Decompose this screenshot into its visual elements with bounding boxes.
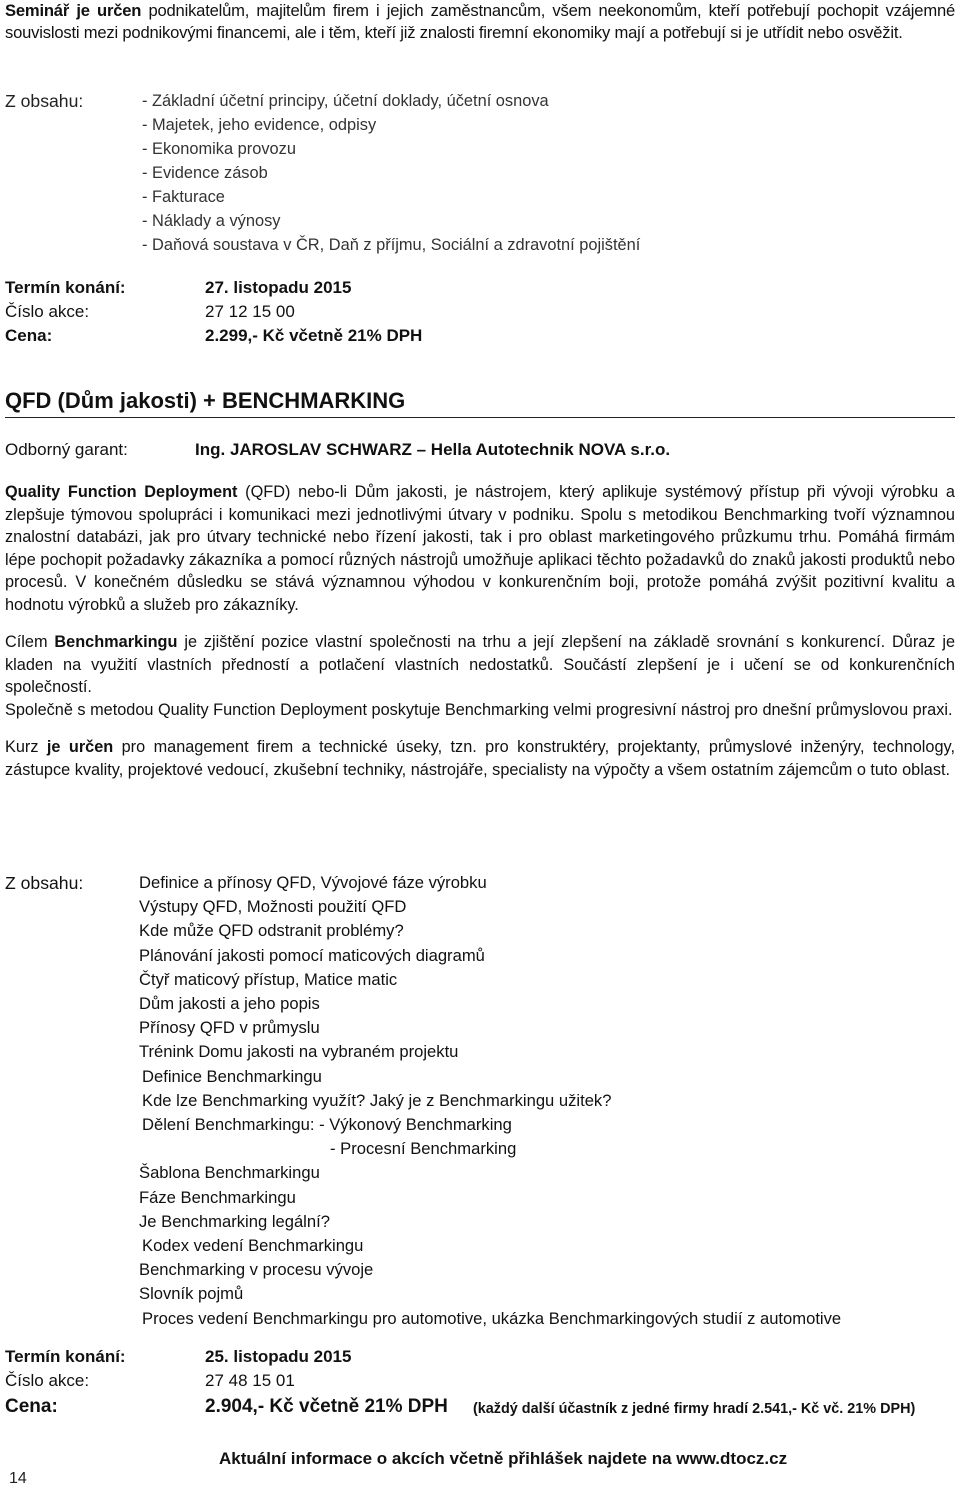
list-item: - Evidence zásob [142,164,268,182]
list-item: Je Benchmarking legální? [139,1211,330,1231]
audience-term: je určen [46,738,114,756]
intro-text: podnikatelům, majitelům firem i jejich zaměstnancům, všem neekonomům, kteří potřebují pochopit vzájemné souvislosti mezi podnikovými financemi, ale i těm, kteří již znalosti firemní ekonomiky mají a potřebují si je utřídit nebo osvěžit. [5,1,956,42]
list-item: - Náklady a výnosy [142,212,281,230]
intro-paragraph [5,0,955,44]
footer-info: Aktuální informace o akcích včetně přihlášek najdete na www.dtocz.cz [219,1449,788,1468]
list-item: Čtyř maticový přístup, Matice matic [139,969,398,989]
list-item: Kodex vedení Benchmarkingu [142,1236,364,1256]
list-item: Kde může QFD odstranit problémy? [139,921,404,941]
paragraph-together: Společně s metodou Quality Function Deployment poskytuje Benchmarking velmi progresivní nástroj pro dnešní průmyslovou praxi. [5,700,953,719]
list-item: Šablona Benchmarkingu [139,1163,320,1183]
action-value: 27 48 15 01 [205,1371,295,1390]
list-item: Dělení Benchmarkingu: - Výkonový Benchmarking [142,1115,512,1135]
price-label: Cena: [5,1396,58,1417]
list-item: Dům jakosti a jeho popis [139,994,320,1014]
list-item: - Majetek, jeho evidence, odpisy [142,116,377,134]
audience-text: pro management firem a technické úseky, tzn. pro konstruktéry, projektanty, průmyslové inženýry, technology, zástupce kvality, projektové vedoucí, zkušební techniky, nástrojáře, specialisty na výpočty a všem ostatním zájemcům o tuto oblast. [5,738,955,779]
price-note: (každý další účastník z jedné firmy hradí 2.541,- Kč vč. 21% DPH) [473,1401,916,1417]
garant-label: Odborný garant: [5,440,128,459]
intro-lead: Seminář je určen [5,1,142,20]
document-page [5,0,955,1491]
page-number: 14 [9,1470,27,1487]
list-item: Proces vedení Benchmarkingu pro automotive, ukázka Benchmarkingových studií z automotive [142,1308,842,1328]
course1-contents-list [142,89,640,257]
bm-text: je zjištění pozice vlastní společnosti na trhu a její zlepšení na základě srovnání s konkurencí. Důraz je kladen na využití vlastních předností a potlačení vlastních nedostatků. Součástí zlepšení je i učení se od konkurenčních společností. [5,633,955,696]
qfd-term: Quality Function Deployment [5,483,238,501]
action-label: Číslo akce: [5,1371,90,1390]
course2-title: QFD (Dům jakosti) + BENCHMARKING [5,386,955,418]
list-item: Přínosy QFD v průmyslu [139,1018,320,1038]
course2-action-row [5,1369,955,1393]
date-label: Termín konání: [5,1347,126,1366]
course2-info [5,1345,955,1421]
audience-start: Kurz [5,738,47,756]
list-item: Plánování jakosti pomocí maticových diagramů [139,945,485,965]
list-item: - Fakturace [142,188,225,206]
list-item: Výstupy QFD, Možnosti použití QFD [139,897,407,917]
bm-term: Benchmarkingu [54,633,178,651]
course2-price-row [5,1393,955,1421]
date-label: Termín konání: [5,278,126,297]
price-label: Cena: [5,326,53,345]
course2-description [5,481,955,781]
date-value: 25. listopadu 2015 [205,1347,352,1366]
list-item: Fáze Benchmarkingu [139,1187,296,1207]
list-item: - Daňová soustava v ČR, Daň z příjmu, Sociální a zdravotní pojištění [142,236,641,254]
list-item: - Procesní Benchmarking [330,1139,517,1159]
action-label: Číslo akce: [5,302,90,321]
list-item: Definice a přínosy QFD, Vývojové fáze výrobku [139,873,487,892]
date-value: 27. listopadu 2015 [205,278,352,297]
course2-date-row [5,1345,955,1369]
list-item: - Základní účetní principy, účetní doklady, účetní osnova [142,92,549,110]
action-value: 27 12 15 00 [205,302,295,321]
paragraph-benchmarking [5,631,955,699]
list-item: Kde lze Benchmarking využít? Jaký je z Benchmarkingu užitek? [142,1090,612,1110]
list-item: Benchmarking v procesu vývoje [139,1260,374,1280]
course1-contents-label: Z obsahu: [5,91,84,111]
qfd-text: (QFD) nebo-li Dům jakosti, je nástrojem, který aplikuje systémový přístup při vývoji výrobku a zlepšuje týmovou spolupráci i komunikaci mezi jednotlivými útvary v podniku. Spolu s metodikou Benchmarking tvoří významnou znalostní databázi, jak pro útvary technické nebo řízení jakosti, tak i pro oblast marketingového průzkumu trhu. Pomáhá firmám lépe pochopit požadavky zákazníka a pomocí různých nástrojů umožňuje aplikaci těchto požadavků do znaků jakosti produktů nebo procesů. V konečném důsledku se stává významnou výhodou v konkurenčním boji, protože pomáhá zvýšit pozitivní kvalitu a hodnotu výrobků a služeb pro zákazníky. [5,483,955,614]
list-item: - Ekonomika provozu [142,140,296,158]
paragraph-audience [5,736,955,781]
course2-contents-list [139,871,841,1331]
paragraph-qfd [5,481,955,616]
garant-value: Ing. JAROSLAV SCHWARZ – Hella Autotechnik NOVA s.r.o. [195,440,671,459]
course2-garant [5,437,955,463]
price-value: 2.904,- Kč včetně 21% DPH [205,1396,448,1417]
bm-start: Cílem [5,633,55,651]
course2-contents-label: Z obsahu: [5,873,84,893]
list-item: Slovník pojmů [139,1284,244,1304]
list-item: Definice Benchmarkingu [142,1066,322,1086]
list-item: Trénink Domu jakosti na vybraném projektu [139,1042,459,1062]
price-value: 2.299,- Kč včetně 21% DPH [205,326,423,345]
